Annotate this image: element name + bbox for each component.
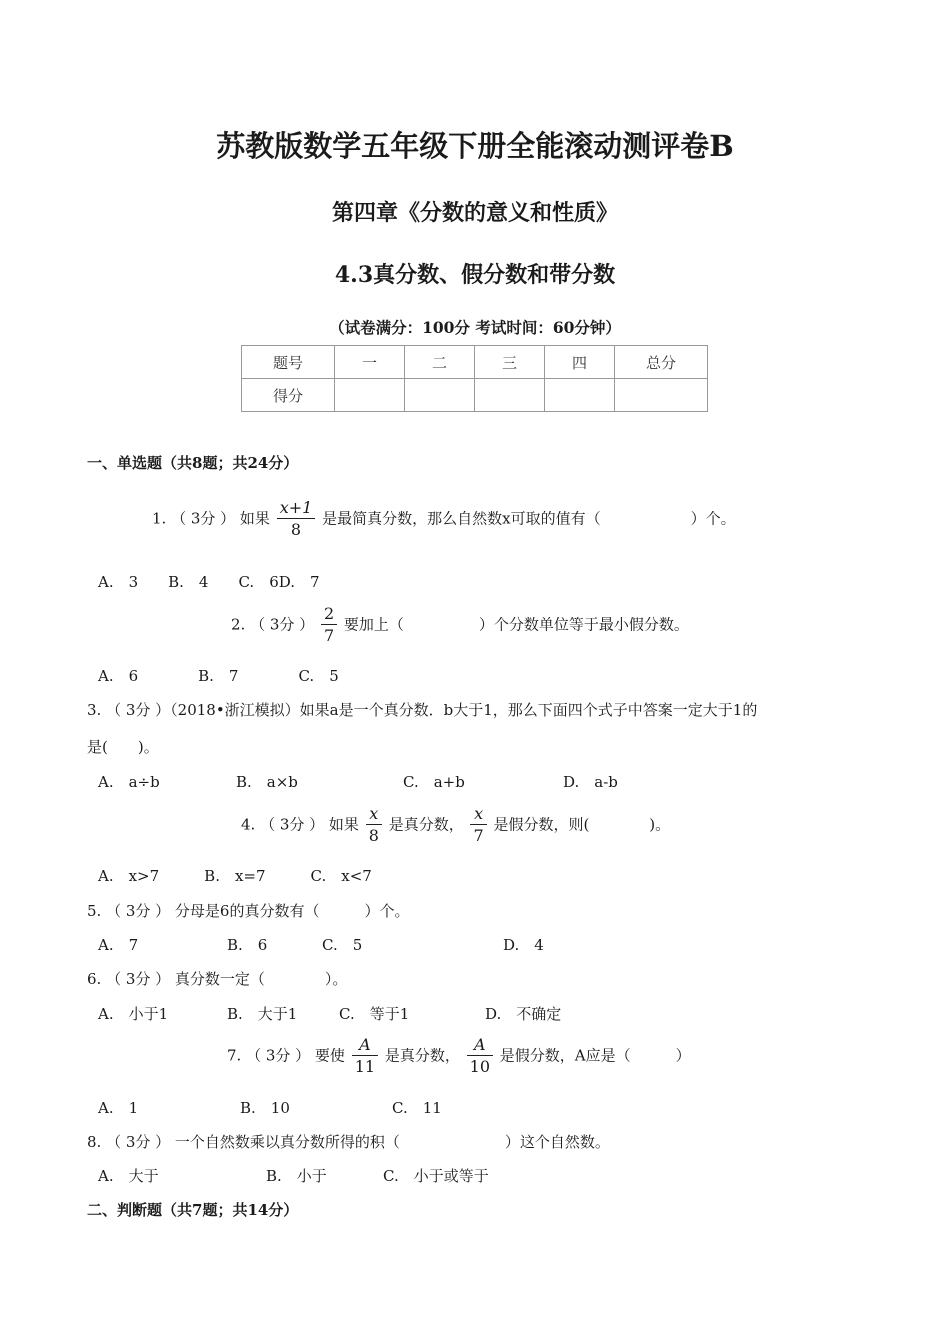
option-c: C. 等于1 — [339, 1005, 410, 1023]
table-cell: 三 — [475, 346, 545, 379]
table-cell: 题号 — [242, 346, 335, 379]
score-input-cell[interactable] — [475, 379, 545, 412]
options: A. x>7 B. x=7 C. x<7 — [98, 867, 372, 885]
question-7 — [227, 1035, 691, 1078]
score-table — [241, 345, 708, 412]
section-heading: 一、单选题（共8题；共24分） — [87, 454, 299, 472]
option-a: A. 小于1 — [98, 1005, 169, 1023]
option-d: D. 4 — [503, 936, 544, 954]
fraction — [470, 804, 486, 847]
score-table-header-row — [242, 346, 708, 379]
question-text: 是假分数，则( )。 — [493, 815, 671, 834]
question-2 — [231, 604, 689, 647]
denominator: 8 — [277, 518, 316, 541]
option-b: B. 小于 — [266, 1167, 327, 1185]
question-8: 8. （ 3分 ） 一个自然数乘以真分数所得的积（ ）这个自然数。 — [87, 1133, 610, 1151]
question-text: 4. （ 3分 ） 如果 — [241, 815, 359, 834]
numerator: x+1 — [279, 498, 313, 517]
question-3: 3. （ 3分 ）（2018•浙江模拟）如果a是一个真分数．b大于1，那么下面四个式子中答案一定大于1的 — [87, 701, 758, 719]
denominator: 10 — [467, 1055, 493, 1078]
score-input-cell[interactable] — [545, 379, 615, 412]
chapter-title: 第四章《分数的意义和性质》 — [331, 200, 618, 226]
question-text: 是真分数， — [388, 815, 464, 834]
question-4 — [241, 804, 670, 847]
numerator: x — [369, 804, 379, 823]
lesson-title: 4.3真分数、假分数和带分数 — [334, 262, 616, 288]
numerator: 2 — [323, 604, 335, 623]
denominator: 7 — [470, 824, 486, 847]
question-text: 要加上（ ）个分数单位等于最小假分数。 — [343, 615, 689, 634]
table-cell: 四 — [545, 346, 615, 379]
question-text: 2. （ 3分 ） — [231, 615, 315, 634]
page-title: 苏教版数学五年级下册全能滚动测评卷B — [216, 129, 734, 163]
options: A. 6 B. 7 C. 5 — [98, 667, 339, 685]
option-c: C. 11 — [392, 1099, 442, 1117]
question-1 — [152, 498, 736, 541]
question-5: 5. （ 3分 ） 分母是6的真分数有（ ）个。 — [87, 902, 410, 920]
fraction — [366, 804, 382, 847]
option-d: D. 不确定 — [485, 1005, 562, 1023]
option-c: C. 小于或等于 — [383, 1167, 489, 1185]
fraction — [321, 604, 337, 647]
table-cell: 二 — [405, 346, 475, 379]
option-c: C. a+b — [403, 773, 465, 791]
score-input-cell[interactable] — [615, 379, 708, 412]
fraction — [467, 1035, 493, 1078]
fraction — [277, 498, 316, 541]
option-b: B. a×b — [236, 773, 298, 791]
question-text: 是真分数， — [384, 1046, 460, 1065]
section-heading: 二、判断题（共7题；共14分） — [87, 1201, 299, 1219]
numerator: A — [474, 1035, 486, 1054]
fraction — [352, 1035, 378, 1078]
exam-info: （试卷满分：100分 考试时间：60分钟） — [329, 318, 621, 337]
option-b: B. 大于1 — [227, 1005, 298, 1023]
option-a: A. a÷b — [98, 773, 160, 791]
score-input-cell[interactable] — [335, 379, 405, 412]
score-table-score-row — [242, 379, 708, 412]
question-3-cont: 是( )。 — [87, 738, 159, 756]
numerator: x — [474, 804, 484, 823]
question-text: 1. （ 3分 ） 如果 — [152, 509, 270, 528]
denominator: 11 — [352, 1055, 378, 1078]
table-cell: 总分 — [615, 346, 708, 379]
question-text: 是假分数，A应是（ ） — [499, 1046, 691, 1065]
option-b: B. 6 — [227, 936, 268, 954]
question-text: 是最简真分数，那么自然数x可取的值有（ ）个。 — [322, 509, 736, 528]
denominator: 8 — [366, 824, 382, 847]
numerator: A — [359, 1035, 371, 1054]
table-cell: 得分 — [242, 379, 335, 412]
options: A. 3 B. 4 C. 6D. 7 — [98, 573, 320, 591]
option-b: B. 10 — [240, 1099, 290, 1117]
table-cell: 一 — [335, 346, 405, 379]
question-text: 7. （ 3分 ） 要使 — [227, 1046, 345, 1065]
option-c: C. 5 — [322, 936, 363, 954]
question-6: 6. （ 3分 ） 真分数一定（ ）。 — [87, 970, 348, 988]
option-a: A. 大于 — [98, 1167, 159, 1185]
option-a: A. 7 — [98, 936, 139, 954]
denominator: 7 — [321, 624, 337, 647]
option-d: D. a-b — [563, 773, 618, 791]
score-input-cell[interactable] — [405, 379, 475, 412]
option-a: A. 1 — [98, 1099, 139, 1117]
